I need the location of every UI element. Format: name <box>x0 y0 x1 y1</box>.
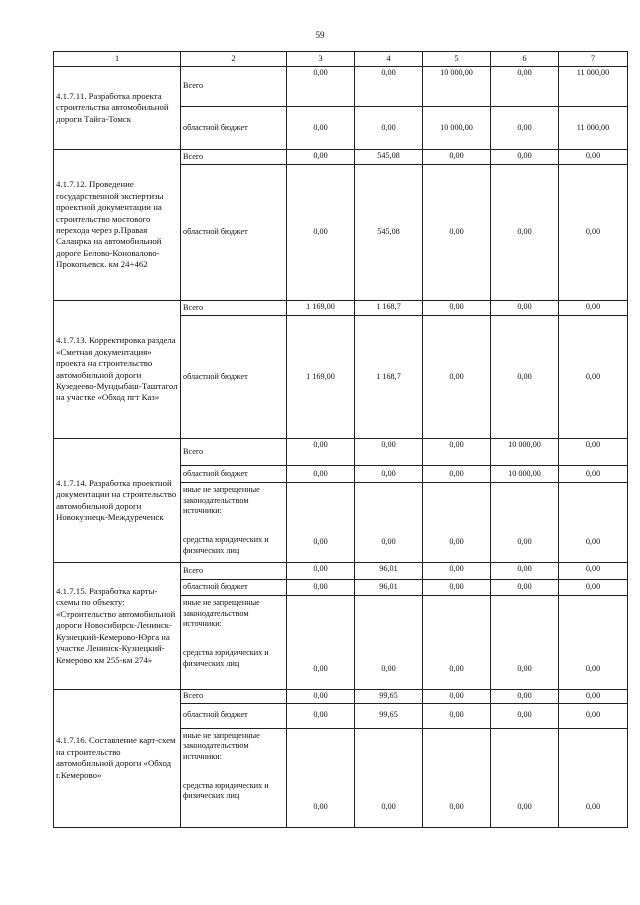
value-cell: 1 169,00 <box>287 316 355 439</box>
measure-name: 4.1.7.13. Корректировка раздела «Сметная документация» проекта на строительство автомобильной дороги Кузедеево-Мундыбаш-Таштагол на участке «Обход пгт Каз» <box>54 301 181 439</box>
value-cell: 0,00 <box>355 728 423 827</box>
value-cell: 1 169,00 <box>287 301 355 316</box>
column-header: 3 <box>287 52 355 67</box>
value-cell: 0,00 <box>355 596 423 690</box>
source-total-label: Всего <box>181 301 287 316</box>
value-cell: 545,08 <box>355 150 423 165</box>
value-cell: 0,00 <box>559 316 628 439</box>
column-header: 5 <box>423 52 491 67</box>
source-other-label <box>181 728 287 827</box>
value-cell: 0,00 <box>287 107 355 150</box>
value-cell: 0,00 <box>423 483 491 563</box>
table-row <box>54 690 628 704</box>
value-cell: 0,00 <box>287 466 355 483</box>
value-cell: 0,00 <box>559 466 628 483</box>
value-cell: 1 168,7 <box>355 301 423 316</box>
measure-name: 4.1.7.15. Разработка карты-схемы по объекту: «Строительство автомобильной дороги Новосибирск-Ленинск-Кузнецкий-Кемерово-Юрга на участке Ленинск-Кузнецкий-Кемерово км 255-км 274» <box>54 563 181 690</box>
column-header: 2 <box>181 52 287 67</box>
column-header: 1 <box>54 52 181 67</box>
value-cell: 0,00 <box>287 67 355 107</box>
table-row <box>54 301 628 316</box>
value-cell: 0,00 <box>491 107 559 150</box>
value-cell: 99,65 <box>355 690 423 704</box>
measure-name: 4.1.7.16. Составление карт-схем на строительство автомобильной дороги «Обход г.Кемерово» <box>54 690 181 828</box>
value-cell: 0,00 <box>287 728 355 827</box>
value-cell: 0,00 <box>423 165 491 301</box>
source-total-label: Всего <box>181 690 287 704</box>
table-row <box>54 67 628 107</box>
source-legal-label: средства юридических и физических лиц <box>183 534 269 555</box>
value-cell: 0,00 <box>491 563 559 580</box>
page-number: 59 <box>315 30 325 40</box>
value-cell: 0,00 <box>559 563 628 580</box>
value-cell: 0,00 <box>491 728 559 827</box>
table-row <box>54 150 628 165</box>
value-cell: 0,00 <box>355 483 423 563</box>
value-cell: 0,00 <box>491 596 559 690</box>
value-cell: 10 000,00 <box>491 439 559 466</box>
value-cell: 0,00 <box>559 580 628 596</box>
value-cell: 0,00 <box>423 690 491 704</box>
value-cell: 0,00 <box>559 596 628 690</box>
column-header: 4 <box>355 52 423 67</box>
source-other-title: иные не запрещенные законодательством источники: <box>183 730 260 761</box>
value-cell: 0,00 <box>423 466 491 483</box>
value-cell: 10 000,00 <box>423 67 491 107</box>
source-other-label <box>181 596 287 690</box>
value-cell: 0,00 <box>559 150 628 165</box>
value-cell: 0,00 <box>491 580 559 596</box>
value-cell: 10 000,00 <box>491 466 559 483</box>
value-cell: 0,00 <box>423 316 491 439</box>
value-cell: 0,00 <box>287 165 355 301</box>
value-cell: 0,00 <box>559 728 628 827</box>
value-cell: 0,00 <box>355 466 423 483</box>
source-other-label <box>181 483 287 563</box>
measure-name: 4.1.7.12. Проведение государственной экспертизы проектной документации на строительство мостового перехода через р.Правая Саланрка на автомобильной дороге Белово-Коновалово-Прокопьевск. км 24+462 <box>54 150 181 301</box>
header-row <box>54 52 628 67</box>
value-cell: 0,00 <box>355 67 423 107</box>
source-legal-label: средства юридических и физических лиц <box>183 647 269 668</box>
value-cell: 0,00 <box>423 150 491 165</box>
value-cell: 0,00 <box>287 439 355 466</box>
source-total-label: Всего <box>181 67 287 107</box>
value-cell: 96,01 <box>355 563 423 580</box>
value-cell: 0,00 <box>287 596 355 690</box>
value-cell: 0,00 <box>287 563 355 580</box>
value-cell: 0,00 <box>491 316 559 439</box>
column-header: 6 <box>491 52 559 67</box>
value-cell: 10 000,00 <box>423 107 491 150</box>
value-cell: 0,00 <box>491 67 559 107</box>
value-cell: 0,00 <box>559 690 628 704</box>
budget-table <box>53 51 628 828</box>
value-cell: 0,00 <box>423 439 491 466</box>
source-regional-label: областной бюджет <box>181 107 287 150</box>
value-cell: 0,00 <box>491 301 559 316</box>
value-cell: 0,00 <box>287 150 355 165</box>
source-regional-label: областной бюджет <box>181 703 287 728</box>
value-cell: 11 000,00 <box>559 107 628 150</box>
measure-name: 4.1.7.11. Разработка проекта строительства автомобильной дороги Тайга-Томск <box>54 67 181 150</box>
value-cell: 0,00 <box>491 703 559 728</box>
source-total-label: Всего <box>181 439 287 466</box>
value-cell: 0,00 <box>559 439 628 466</box>
value-cell: 0,00 <box>423 580 491 596</box>
value-cell: 0,00 <box>287 483 355 563</box>
value-cell: 0,00 <box>491 483 559 563</box>
value-cell: 0,00 <box>559 483 628 563</box>
value-cell: 0,00 <box>423 703 491 728</box>
value-cell: 1 168,7 <box>355 316 423 439</box>
value-cell: 99,65 <box>355 703 423 728</box>
source-total-label: Всего <box>181 150 287 165</box>
source-legal-label: средства юридических и физических лиц <box>183 780 269 801</box>
value-cell: 0,00 <box>355 439 423 466</box>
value-cell: 0,00 <box>287 703 355 728</box>
source-regional-label: областной бюджет <box>181 580 287 596</box>
source-regional-label: областной бюджет <box>181 466 287 483</box>
source-regional-label: областной бюджет <box>181 316 287 439</box>
value-cell: 0,00 <box>423 596 491 690</box>
value-cell: 0,00 <box>491 165 559 301</box>
column-header: 7 <box>559 52 628 67</box>
source-other-title: иные не запрещенные законодательством источники: <box>183 485 260 516</box>
value-cell: 0,00 <box>559 165 628 301</box>
value-cell: 11 000,00 <box>559 67 628 107</box>
source-other-title: иные не запрещенные законодательством источники: <box>183 598 260 629</box>
value-cell: 0,00 <box>491 690 559 704</box>
table-row <box>54 439 628 466</box>
table-row <box>54 563 628 580</box>
value-cell: 96,01 <box>355 580 423 596</box>
value-cell: 0,00 <box>491 150 559 165</box>
value-cell: 0,00 <box>355 107 423 150</box>
value-cell: 0,00 <box>559 703 628 728</box>
value-cell: 0,00 <box>287 690 355 704</box>
value-cell: 0,00 <box>423 728 491 827</box>
value-cell: 545,08 <box>355 165 423 301</box>
measure-name: 4.1.7.14. Разработка проектной документации на строительство автомобильной дороги Новокузнецк-Междуреченск <box>54 439 181 563</box>
source-total-label: Всего <box>181 563 287 580</box>
value-cell: 0,00 <box>423 563 491 580</box>
value-cell: 0,00 <box>287 580 355 596</box>
value-cell: 0,00 <box>423 301 491 316</box>
source-regional-label: областной бюджет <box>181 165 287 301</box>
value-cell: 0,00 <box>559 301 628 316</box>
